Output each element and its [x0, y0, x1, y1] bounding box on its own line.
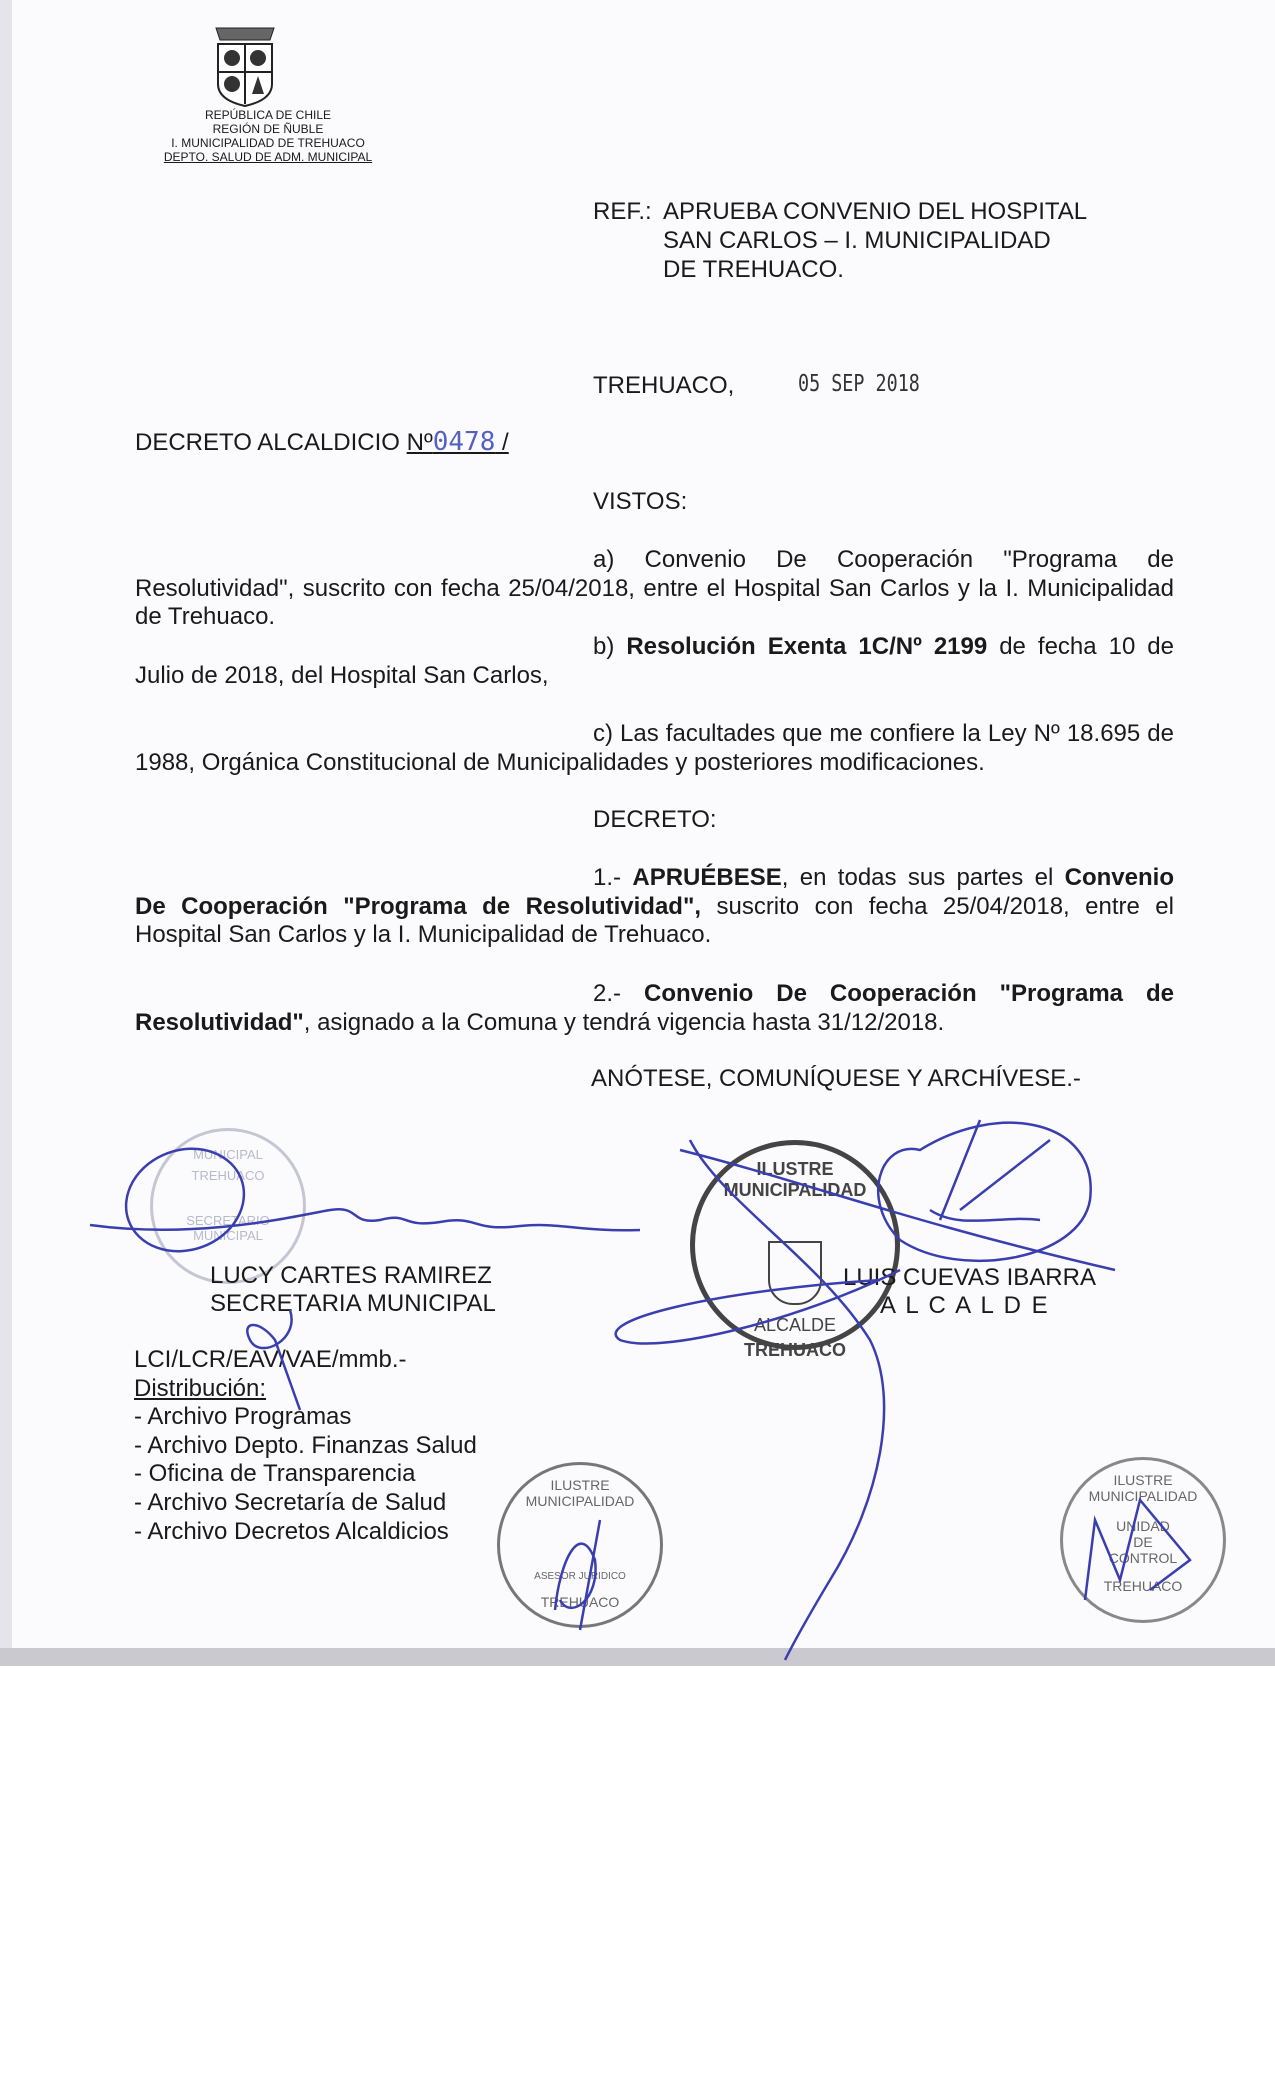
distribution-title: Distribución:: [134, 1375, 267, 1402]
stamp-juridico-center: ASESOR JURIDICO: [534, 1571, 626, 1582]
vistos-b-pre: b): [593, 633, 627, 660]
item-2-num: 2.-: [593, 980, 644, 1007]
decree-number-prefix: Nº: [406, 429, 433, 456]
stamp-alcalde-bottom: TREHUACO: [744, 1340, 846, 1360]
stamp-secretario-right: TREHUACO: [191, 1168, 265, 1183]
stamp-secretario-top: MUNICIPAL: [193, 1147, 263, 1162]
header-line-1: REPÚBLICA DE CHILE: [204, 108, 332, 122]
distribution-item: - Archivo Decretos Alcaldicios: [134, 1518, 449, 1545]
distribution-item: - Archivo Depto. Finanzas Salud: [134, 1432, 477, 1459]
closing: ANÓTESE, COMUNÍQUESE Y ARCHÍVESE.-: [591, 1065, 1081, 1092]
decree-number-suffix: /: [495, 429, 509, 456]
ref-line-1: APRUEBA CONVENIO DEL HOSPITAL: [663, 198, 1088, 225]
decree-number-handwritten: 0478: [432, 427, 496, 457]
vistos-b-bold: Resolución Exenta 1C/Nº 2199: [626, 633, 988, 660]
item-1-bold-2: Convenio De Cooperación "Programa de Resolutividad",: [135, 864, 1174, 920]
item-2-bold: Convenio De Cooperación "Programa de Resolutividad": [135, 980, 1174, 1036]
vistos-b-post: de fecha 10 de Julio de 2018, del Hospital San Carlos,: [135, 633, 1174, 689]
header-line-2: REGIÓN DE ÑUBLE: [212, 122, 324, 136]
item-1-post: suscrito con fecha 25/04/2018, entre el Hospital San Carlos y la I. Municipalidad de Trehuaco.: [135, 892, 1174, 948]
stamp-alcalde-top: ILUSTRE MUNICIPALIDAD: [723, 1159, 867, 1200]
item-1-mid: , en todas sus partes el: [781, 864, 1065, 891]
distribution-item: - Archivo Secretaría de Salud: [134, 1489, 447, 1516]
stamp-juridico-bottom: TREHUACO: [540, 1594, 620, 1610]
header-line-4: DEPTO. SALUD DE ADM. MUNICIPAL: [163, 150, 373, 164]
left-signer-title: SECRETARIA MUNICIPAL: [210, 1290, 496, 1317]
vistos-title: VISTOS:: [593, 488, 688, 515]
right-signer-title: A L C A L D E: [880, 1292, 1050, 1319]
stamp-control-control: CONTROL: [1108, 1550, 1178, 1566]
stamp-juridico-top: ILUSTRE MUNICIPALIDAD: [525, 1477, 635, 1509]
item-1-bold-1: APRUÉBESE: [632, 864, 782, 891]
date-stamp: 05 SEP 2018: [798, 371, 920, 397]
decree-label: DECRETO ALCALDICIO: [135, 429, 400, 456]
distribution-item: - Archivo Programas: [134, 1403, 352, 1430]
vistos-c: c) Las facultades que me confiere la Ley Nº 18.695 de 1988, Orgánica Constitucional de Municipalidades y posteriores modificaciones.: [135, 720, 1174, 776]
item-2-post: , asignado a la Comuna y tendrá vigencia hasta 31/12/2018.: [303, 1008, 945, 1036]
ref-line-3: DE TREHUACO.: [663, 256, 844, 283]
stamp-control-bottom: TREHUACO: [1103, 1578, 1183, 1594]
place: TREHUACO,: [593, 372, 735, 399]
ref-line-2: SAN CARLOS – I. MUNICIPALIDAD: [663, 227, 1051, 254]
stamp-control-de: DE: [1133, 1534, 1153, 1550]
distribution-item: - Oficina de Transparencia: [134, 1460, 416, 1487]
header-line-3: I. MUNICIPALIDAD DE TREHUACO: [171, 136, 365, 150]
decreto-title: DECRETO:: [593, 806, 717, 833]
ref-label: REF.:: [593, 198, 652, 225]
stamp-secretario-center: SECRETARIO MUNICIPAL: [186, 1213, 270, 1243]
left-signer-name: LUCY CARTES RAMIREZ: [210, 1262, 492, 1289]
vistos-a: a) Convenio De Cooperación "Programa de Resolutividad", suscrito con fecha 25/04/2018, entre el Hospital San Carlos y la I. Municipalidad de Trehuaco.: [135, 546, 1174, 630]
stamp-alcalde-center: ALCALDE: [753, 1315, 837, 1335]
initials: LCI/LCR/EAV/VAE/mmb.-: [134, 1346, 407, 1373]
stamp-control-unidad: UNIDAD: [1116, 1518, 1170, 1534]
item-1-num: 1.-: [593, 864, 633, 891]
right-signer-name: LUIS CUEVAS IBARRA: [843, 1264, 1096, 1291]
stamp-control-top: ILUSTRE MUNICIPALIDAD: [1088, 1472, 1198, 1504]
